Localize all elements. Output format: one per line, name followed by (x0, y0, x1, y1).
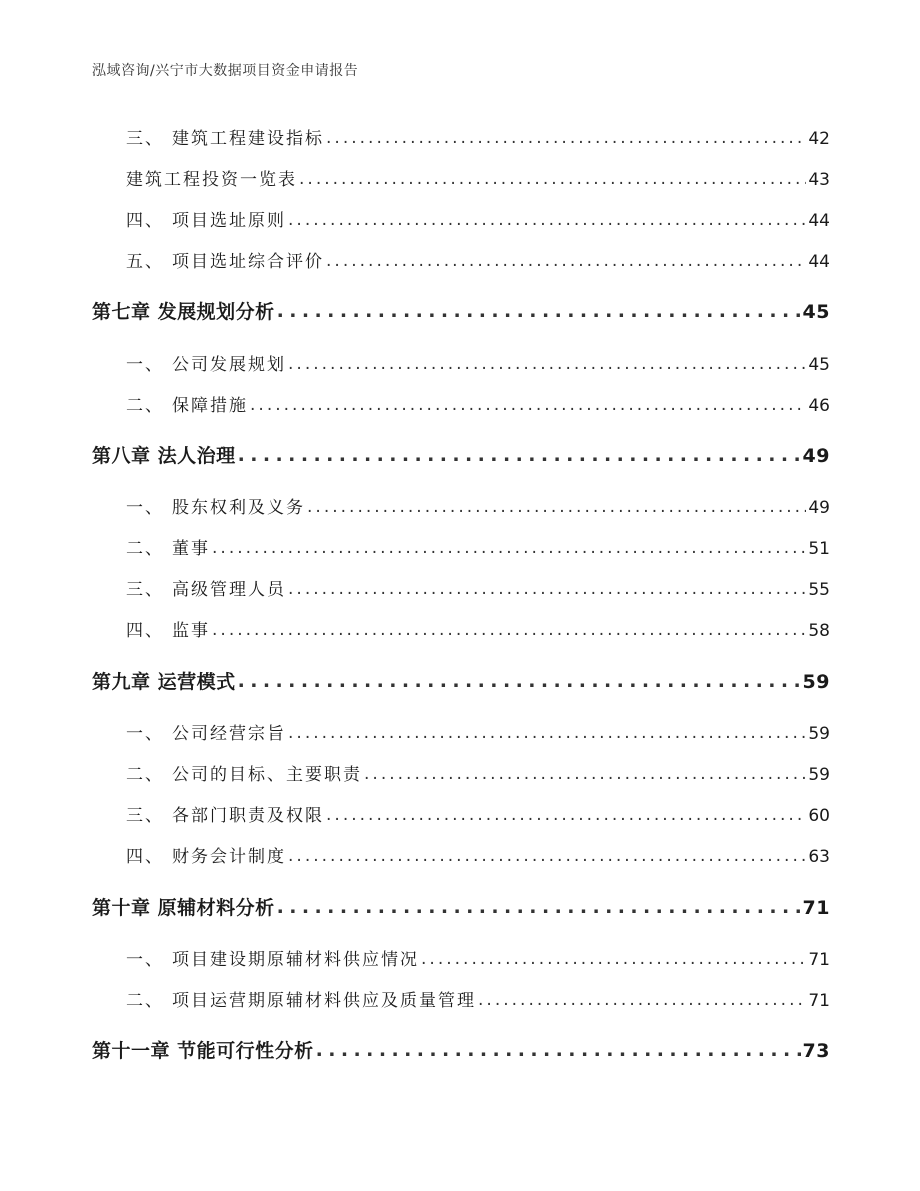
toc-entry-title (126, 986, 476, 1011)
page-header: 泓域咨询/兴宁市大数据项目资金申请报告 (92, 63, 359, 79)
toc-section-entry[interactable] (92, 206, 830, 231)
toc-dot-leader (238, 444, 801, 466)
toc-chapter-title: 节能可行性分析 (177, 1040, 314, 1062)
toc-section-title: 监事 (172, 621, 210, 641)
toc-chapter-entry[interactable] (92, 667, 830, 694)
toc-entry-title (126, 493, 305, 518)
toc-chapter-number: 第八章 (92, 445, 151, 467)
toc-page-number: 51 (808, 539, 830, 559)
toc-section-number: 五、 (126, 252, 164, 272)
toc-section-number: 四、 (126, 621, 164, 641)
toc-entry-title (126, 247, 324, 272)
toc-entry-title (126, 616, 210, 641)
toc-chapter-title: 发展规划分析 (157, 301, 275, 323)
toc-dot-leader (212, 538, 806, 558)
toc-dot-leader (288, 210, 806, 230)
toc-page-number: 73 (802, 1040, 830, 1062)
toc-section-entry[interactable] (92, 124, 830, 149)
toc-dot-leader (364, 764, 806, 784)
toc-dot-leader (277, 300, 801, 322)
toc-section-title: 公司发展规划 (172, 355, 286, 375)
toc-section-title: 公司的目标、主要职责 (172, 765, 362, 785)
toc-page-number: 59 (808, 724, 830, 744)
toc-dot-leader (288, 579, 806, 599)
toc-section-entry[interactable] (92, 534, 830, 559)
toc-section-title: 股东权利及义务 (172, 498, 305, 518)
toc-section-title: 项目运营期原辅材料供应及质量管理 (172, 991, 476, 1011)
toc-section-entry[interactable] (92, 719, 830, 744)
toc-dot-leader (250, 395, 806, 415)
toc-page-number: 49 (802, 445, 830, 467)
toc-section-number: 一、 (126, 950, 164, 970)
toc-section-number: 三、 (126, 580, 164, 600)
toc-entry-title (126, 206, 286, 231)
toc-dot-leader (326, 128, 806, 148)
toc-dot-leader (288, 846, 806, 866)
toc-section-title: 项目建设期原辅材料供应情况 (172, 950, 419, 970)
toc-entry-title (126, 534, 210, 559)
toc-entry-title (126, 350, 286, 375)
toc-entry-title (126, 842, 286, 867)
toc-section-title: 建筑工程投资一览表 (126, 170, 297, 190)
toc-section-number: 一、 (126, 498, 164, 518)
toc-entry-title (126, 801, 324, 826)
toc-section-number: 二、 (126, 991, 164, 1011)
toc-dot-leader (316, 1039, 801, 1061)
toc-page-number: 63 (808, 847, 830, 867)
toc-section-title: 建筑工程建设指标 (172, 129, 324, 149)
toc-chapter-number: 第十章 (92, 897, 151, 919)
toc-section-number: 三、 (126, 806, 164, 826)
toc-page-number: 59 (808, 765, 830, 785)
toc-section-title: 公司经营宗旨 (172, 724, 286, 744)
toc-chapter-title: 运营模式 (157, 671, 236, 693)
toc-page-number: 42 (808, 129, 830, 149)
toc-entry-title (92, 297, 275, 324)
toc-chapter-title: 法人治理 (157, 445, 236, 467)
toc-section-number: 一、 (126, 724, 164, 744)
toc-dot-leader (238, 670, 801, 692)
toc-entry-title (126, 575, 286, 600)
toc-page-number: 44 (808, 252, 830, 272)
toc-section-number: 四、 (126, 847, 164, 867)
toc-section-number: 四、 (126, 211, 164, 231)
toc-dot-leader (478, 990, 806, 1010)
toc-section-title: 项目选址综合评价 (172, 252, 324, 272)
toc-section-entry[interactable] (92, 616, 830, 641)
toc-chapter-entry[interactable] (92, 1036, 830, 1063)
toc-section-number: 三、 (126, 129, 164, 149)
toc-section-title: 各部门职责及权限 (172, 806, 324, 826)
toc-page-number: 49 (808, 498, 830, 518)
toc-entry-title (126, 391, 248, 416)
toc-entry-title (92, 667, 236, 694)
toc-dot-leader (307, 497, 806, 517)
toc-chapter-number: 第九章 (92, 671, 151, 693)
toc-chapter-entry[interactable] (92, 441, 830, 468)
toc-section-number: 二、 (126, 396, 164, 416)
toc-chapter-entry[interactable] (92, 297, 830, 324)
toc-section-entry[interactable] (92, 391, 830, 416)
toc-entry-title (126, 760, 362, 785)
toc-page-number: 45 (808, 355, 830, 375)
toc-page-number: 58 (808, 621, 830, 641)
toc-section-title: 高级管理人员 (172, 580, 286, 600)
toc-section-title: 董事 (172, 539, 210, 559)
toc-section-entry[interactable] (92, 801, 830, 826)
toc-dot-leader (421, 949, 806, 969)
toc-entry-title (126, 124, 324, 149)
toc-dot-leader (288, 354, 806, 374)
toc-entry-title (92, 441, 236, 468)
toc-page-number: 43 (808, 170, 830, 190)
toc-dot-leader (326, 805, 806, 825)
toc-section-title: 项目选址原则 (172, 211, 286, 231)
toc-page-number: 71 (808, 950, 830, 970)
toc-section-entry[interactable] (92, 350, 830, 375)
toc-entry-title (126, 165, 297, 190)
toc-dot-leader (277, 896, 801, 918)
toc-section-number: 一、 (126, 355, 164, 375)
toc-page-number: 71 (802, 897, 830, 919)
toc-chapter-number: 第七章 (92, 301, 151, 323)
toc-section-entry[interactable] (92, 493, 830, 518)
toc-page-number: 44 (808, 211, 830, 231)
toc-entry-title (92, 1036, 314, 1063)
toc-entry-title (126, 719, 286, 744)
toc-section-entry[interactable] (92, 986, 830, 1011)
toc-section-entry[interactable] (92, 575, 830, 600)
toc-section-number: 二、 (126, 765, 164, 785)
toc-dot-leader (288, 723, 806, 743)
toc-entry-title (126, 945, 419, 970)
toc-chapter-entry[interactable] (92, 893, 830, 920)
toc-chapter-title: 原辅材料分析 (157, 897, 275, 919)
toc-section-entry[interactable] (92, 760, 830, 785)
toc-page-number: 60 (808, 806, 830, 826)
toc-section-entry[interactable] (92, 842, 830, 867)
toc-section-entry[interactable] (92, 247, 830, 272)
toc-page-number: 55 (808, 580, 830, 600)
toc-dot-leader (212, 620, 806, 640)
toc-section-title: 保障措施 (172, 396, 248, 416)
toc-chapter-number: 第十一章 (92, 1040, 171, 1062)
toc-section-entry[interactable] (92, 165, 830, 190)
toc-dot-leader (299, 169, 806, 189)
toc-entry-title (92, 893, 275, 920)
toc-page-number: 45 (802, 301, 830, 323)
toc-page-number: 46 (808, 396, 830, 416)
toc-section-number: 二、 (126, 539, 164, 559)
toc-section-title: 财务会计制度 (172, 847, 286, 867)
toc-section-entry[interactable] (92, 945, 830, 970)
toc-page-number: 59 (802, 671, 830, 693)
toc-page-number: 71 (808, 991, 830, 1011)
toc-dot-leader (326, 251, 806, 271)
